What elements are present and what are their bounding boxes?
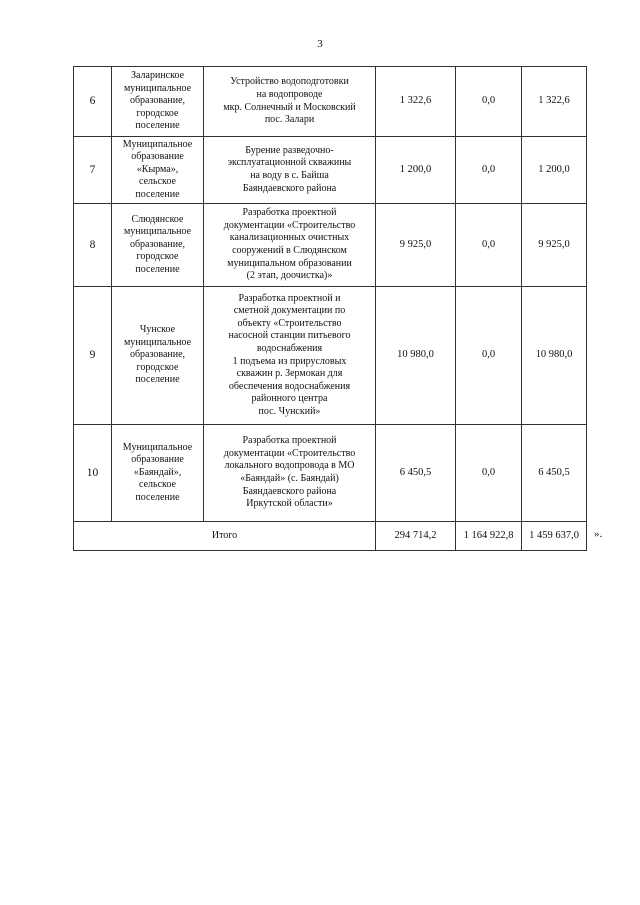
project-line: Разработка проектной — [242, 435, 337, 447]
project-line: сооружений в Слюдянском — [232, 245, 347, 256]
recipient-line: поселение — [135, 491, 180, 503]
project-line: Бурение разведочно- — [245, 144, 334, 156]
recipient-line: Заларинское — [130, 70, 185, 82]
total-label: Итого — [74, 522, 376, 551]
project-line: «Баяндай» (с. Баяндай) — [240, 473, 339, 484]
page-number: 3 — [317, 38, 323, 50]
project-line: объекту «Строительство — [237, 317, 342, 329]
table-row — [74, 425, 587, 522]
recipient-cell — [112, 67, 204, 137]
amount-cell-v1: 1 200,0 — [376, 137, 456, 204]
project-line: Разработка проектной — [242, 207, 337, 219]
table-body — [74, 67, 587, 551]
recipient-line: Слюдянское — [131, 213, 184, 225]
funding-table — [73, 66, 587, 551]
recipient-line: образование, — [129, 349, 186, 361]
amount-cell-v3: 9 925,0 — [522, 204, 587, 287]
amount-cell-v1: 6 450,5 — [376, 425, 456, 522]
recipient-line: образование — [131, 151, 184, 163]
table-row — [74, 287, 587, 425]
project-line: мкр. Солнечный и Московский — [223, 101, 356, 113]
project-line: канализационных очистных — [229, 232, 350, 244]
amount-cell-v2: 0,0 — [456, 67, 522, 137]
project-line: пос. Залари — [264, 114, 315, 126]
project-line: эксплуатационной скважины — [227, 157, 352, 169]
project-line: документации «Строительство — [223, 447, 356, 459]
recipient-line: муниципальное — [123, 82, 192, 94]
recipient-line: городское — [136, 107, 179, 119]
recipient-cell — [112, 137, 204, 204]
project-cell — [204, 204, 376, 287]
project-line: скважин р. Зермокан для — [236, 368, 343, 380]
amount-cell-v1: 1 322,6 — [376, 67, 456, 137]
recipient-line: образование, — [129, 95, 186, 107]
recipient-line: Чунское — [139, 324, 176, 336]
project-line: (2 этап, доочистка)» — [246, 270, 333, 282]
recipient-line: городское — [136, 251, 179, 263]
recipient-line: образование — [131, 454, 184, 466]
row-number-cell: 10 — [74, 425, 112, 522]
recipient-line: поселение — [135, 263, 180, 275]
total-row — [74, 522, 587, 551]
row-number-cell: 8 — [74, 204, 112, 287]
project-line: пос. Чунский» — [258, 405, 321, 417]
project-line: Баяндаевского района — [242, 182, 337, 194]
recipient-line: муниципальное — [123, 226, 192, 238]
recipient-cell — [112, 287, 204, 425]
recipient-line: Муниципальное — [122, 138, 193, 150]
recipient-cell — [112, 204, 204, 287]
row-number-cell: 6 — [74, 67, 112, 137]
closing-quote-mark: ». — [594, 528, 603, 540]
project-line: муниципальном образовании — [227, 257, 352, 269]
project-line: на водопроводе — [256, 88, 323, 100]
table-row — [74, 137, 587, 204]
amount-cell-v2: 0,0 — [456, 204, 522, 287]
project-line: Баяндаевского района — [242, 485, 337, 497]
recipient-line: сельское — [139, 479, 176, 491]
recipient-line: «Баяндай», — [133, 466, 182, 478]
recipient-line: муниципальное — [123, 336, 192, 348]
amount-cell-v2: 0,0 — [456, 425, 522, 522]
row-number-cell: 7 — [74, 137, 112, 204]
project-line: локального водопровода в МО — [224, 460, 355, 472]
project-line: обеспечения водоснабжения — [228, 380, 351, 392]
table-row — [74, 204, 587, 287]
row-number-cell: 9 — [74, 287, 112, 425]
amount-cell-v3: 6 450,5 — [522, 425, 587, 522]
project-line: Иркутской области» — [246, 498, 333, 510]
project-line: документации «Строительство — [223, 219, 356, 231]
project-line: на воду в с. Байша — [250, 170, 329, 181]
amount-cell-v3: 1 322,6 — [522, 67, 587, 137]
project-cell — [204, 425, 376, 522]
recipient-line: поселение — [135, 374, 180, 386]
recipient-cell — [112, 425, 204, 522]
project-cell — [204, 287, 376, 425]
total-amount-v2: 1 164 922,8 — [456, 522, 522, 551]
amount-cell-v2: 0,0 — [456, 137, 522, 204]
recipient-line: поселение — [135, 120, 180, 132]
project-line: сметной документации по — [233, 305, 346, 317]
recipient-line: городское — [136, 361, 179, 373]
amount-cell-v2: 0,0 — [456, 287, 522, 425]
recipient-line: «Кырма», — [136, 163, 179, 175]
project-cell — [204, 67, 376, 137]
total-amount-v3: 1 459 637,0 — [522, 522, 587, 551]
amount-cell-v1: 10 980,0 — [376, 287, 456, 425]
table-row — [74, 67, 587, 137]
recipient-line: образование, — [129, 238, 186, 250]
project-line: водоснабжения — [256, 342, 323, 354]
amount-cell-v3: 10 980,0 — [522, 287, 587, 425]
project-line: Разработка проектной и — [238, 292, 341, 304]
recipient-line: Муниципальное — [122, 441, 193, 453]
project-line: 1 подъема из прирусловых — [232, 355, 347, 367]
project-cell — [204, 137, 376, 204]
amount-cell-v1: 9 925,0 — [376, 204, 456, 287]
project-line: насосной станции питьевого — [228, 330, 351, 342]
project-line: Устройство водоподготовки — [230, 76, 349, 88]
recipient-line: сельское — [139, 176, 176, 188]
project-line: районного центра — [251, 393, 328, 405]
amount-cell-v3: 1 200,0 — [522, 137, 587, 204]
recipient-line: поселение — [135, 188, 180, 200]
total-amount-v1: 294 714,2 — [376, 522, 456, 551]
